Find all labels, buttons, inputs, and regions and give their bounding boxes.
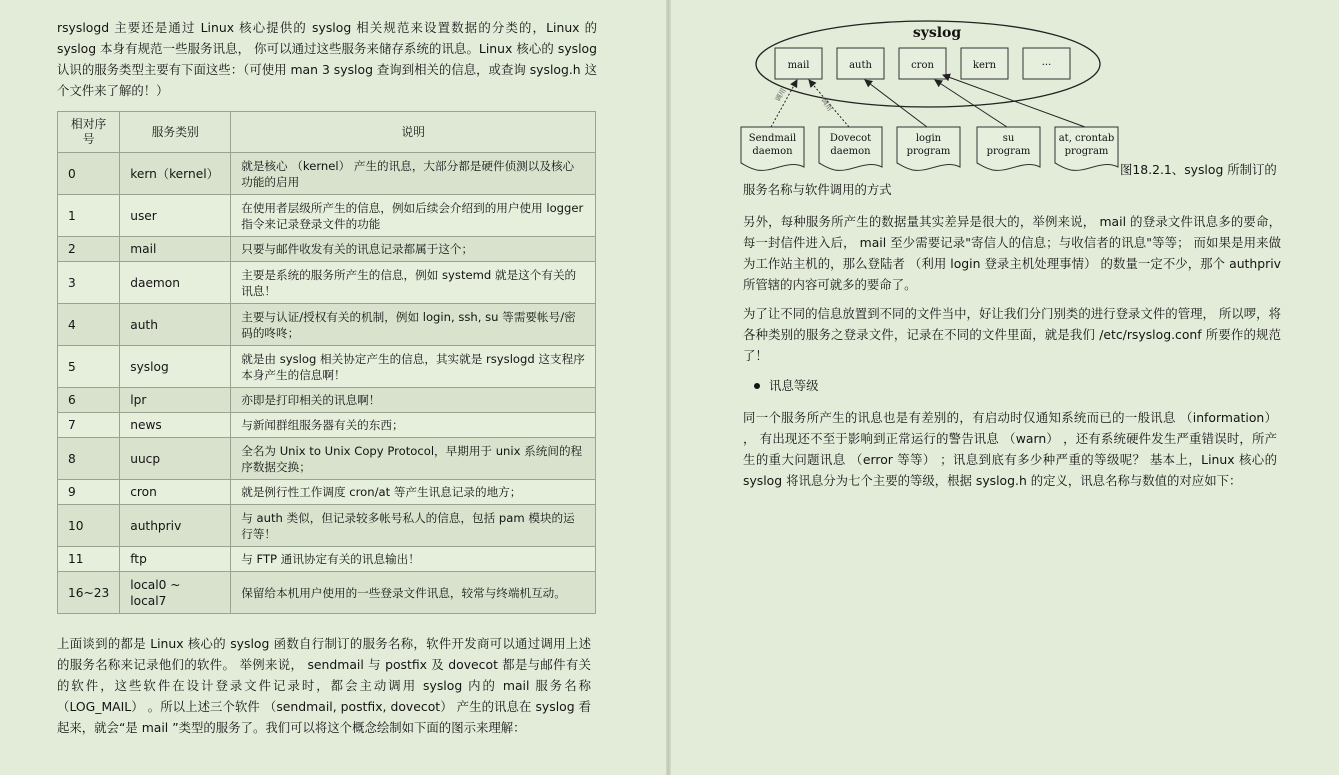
row-description: 与 FTP 通讯协定有关的讯息输出！ bbox=[231, 547, 596, 572]
facility-box bbox=[775, 48, 822, 79]
row-number: 11 bbox=[58, 547, 120, 572]
row-description: 与新闻群组服务器有关的东西； bbox=[231, 413, 596, 438]
outro-paragraph: 上面谈到的都是 Linux 核心的 syslog 函数自行制订的服务名称，软件开发商可以通过调用上述的服务名称来记录他们的软件。 举例来说， sendmail 与 postfix 及 dovecot 都是与邮件有关的软件，这些软件在设计登录文件记录时，都会主动调用 syslog 内的 mail 服务名称 （LOG_MAIL） 。所以上述三个软件 （sendmail, postfix, dovecot） 产生的讯息在 syslog 看起来，就会“是 mail ”类型的服务了。我们可以将这个概念绘制如下面的图示来理解： bbox=[57, 636, 591, 735]
table-row bbox=[58, 438, 596, 480]
program-document bbox=[897, 127, 960, 170]
row-service: syslog bbox=[120, 346, 231, 388]
table-row bbox=[58, 262, 596, 304]
row-number: 7 bbox=[58, 413, 120, 438]
row-number: 10 bbox=[58, 505, 120, 547]
arrows bbox=[771, 75, 1085, 127]
diagram-title: syslog bbox=[912, 25, 962, 41]
figure-caption-line2: 服务名称与软件调用的方式 bbox=[743, 182, 892, 197]
row-service: daemon bbox=[120, 262, 231, 304]
right-page bbox=[671, 0, 1339, 775]
program-label: program bbox=[986, 146, 1031, 157]
row-description: 亦即是打印相关的讯息啊！ bbox=[231, 388, 596, 413]
bullet-dot bbox=[754, 383, 760, 389]
paragraph-rsyslog-conf: 为了让不同的信息放置到不同的文件当中，好让我们分门别类的进行登录文件的管理， 所以啰，将各种类别的服务之登录文件，记录在不同的文件里面，就是我们 /etc/rsyslog.conf 所要作的规范了！ bbox=[743, 306, 1281, 363]
row-number: 16~23 bbox=[58, 572, 120, 614]
facility-box bbox=[899, 48, 946, 79]
row-service: auth bbox=[120, 304, 231, 346]
table-row bbox=[58, 413, 596, 438]
row-description: 就是例行性工作调度 cron/at 等产生讯息记录的地方； bbox=[231, 480, 596, 505]
program-label: Sendmail bbox=[748, 133, 797, 144]
facility-box bbox=[1023, 48, 1070, 79]
program-documents bbox=[741, 127, 1118, 170]
service-table-body bbox=[58, 153, 596, 614]
table-row bbox=[58, 304, 596, 346]
row-description: 就是由 syslog 相关协定产生的信息，其实就是 rsyslogd 这支程序本身产生的信息啊！ bbox=[231, 346, 596, 388]
program-document bbox=[977, 127, 1040, 170]
row-description: 保留给本机用户使用的一些登录文件讯息，较常与终端机互动。 bbox=[231, 572, 596, 614]
table-row bbox=[58, 153, 596, 195]
table-row bbox=[58, 505, 596, 547]
program-label: Dovecot bbox=[829, 133, 872, 144]
figure-caption-line1: 图18.2.1、syslog 所制订的 bbox=[1120, 162, 1277, 177]
facility-label: ··· bbox=[1041, 60, 1052, 71]
facility-box bbox=[961, 48, 1008, 79]
row-service: kern（kernel） bbox=[120, 153, 231, 195]
row-description: 在使用者层级所产生的信息，例如后续会介绍到的用户使用 logger 指令来记录登录文件的功能 bbox=[231, 195, 596, 237]
table-row bbox=[58, 195, 596, 237]
row-service: authpriv bbox=[120, 505, 231, 547]
program-document bbox=[819, 127, 882, 170]
row-number: 8 bbox=[58, 438, 120, 480]
table-row bbox=[58, 547, 596, 572]
service-type-table bbox=[57, 111, 596, 614]
table-row bbox=[58, 237, 596, 262]
header-service: 服务类别 bbox=[120, 112, 231, 153]
bullet-severity-levels: 讯息等级 bbox=[769, 378, 819, 393]
row-description: 全名为 Unix to Unix Copy Protocol，早期用于 unix 系统间的程序数据交换； bbox=[231, 438, 596, 480]
program-label: program bbox=[1064, 146, 1109, 157]
row-service: uucp bbox=[120, 438, 231, 480]
row-service: cron bbox=[120, 480, 231, 505]
intro-paragraph: rsyslogd 主要还是通过 Linux 核心提供的 syslog 相关规范来设置数据的分类的，Linux 的 syslog 本身有规范一些服务讯息， 你可以通过这些服务来储存系统的讯息。Linux 核心的 syslog 认识的服务类型主要有下面这些：（可使用 man 3 syslog 查询到相关的信息，或查询 syslog.h 这个文件来了解的！） bbox=[57, 20, 597, 98]
row-description: 就是核心 （kernel） 产生的讯息，大部分都是硬件侦测以及核心功能的启用 bbox=[231, 153, 596, 195]
facility-label: cron bbox=[911, 60, 934, 71]
row-service: local0 ~ local7 bbox=[120, 572, 231, 614]
paragraph-data-volume: 另外，每种服务所产生的数据量其实差异是很大的，举例来说， mail 的登录文件讯息多的要命， 每一封信件进入后， mail 至少需要记录"寄信人的信息；与收信者的讯息"等等； 而如果是用来做为工作站主机的，那么登陆者 （利用 login 登录主机处理事情） 的数量一定不少，那个 authpriv 所管辖的内容可就多的要命了。 bbox=[743, 214, 1281, 292]
row-service: mail bbox=[120, 237, 231, 262]
row-number: 2 bbox=[58, 237, 120, 262]
arrow-label: 调用 bbox=[773, 86, 788, 103]
facility-boxes bbox=[775, 48, 1070, 79]
facility-box bbox=[837, 48, 884, 79]
row-service: lpr bbox=[120, 388, 231, 413]
facility-label: mail bbox=[787, 60, 810, 71]
program-label: at, crontab bbox=[1058, 133, 1115, 144]
program-label: program bbox=[906, 146, 951, 157]
row-number: 5 bbox=[58, 346, 120, 388]
row-number: 6 bbox=[58, 388, 120, 413]
row-number: 1 bbox=[58, 195, 120, 237]
arrow-label: 调用 bbox=[819, 96, 834, 113]
facility-label: auth bbox=[849, 60, 872, 71]
call-arrow bbox=[865, 80, 927, 127]
table-row bbox=[58, 572, 596, 614]
call-arrow bbox=[943, 75, 1085, 127]
row-service: news bbox=[120, 413, 231, 438]
table-row bbox=[58, 388, 596, 413]
row-service: ftp bbox=[120, 547, 231, 572]
syslog-diagram bbox=[731, 14, 1131, 182]
row-number: 0 bbox=[58, 153, 120, 195]
facility-label: kern bbox=[972, 60, 997, 71]
paragraph-severity: 同一个服务所产生的讯息也是有差别的，有启动时仅通知系统而已的一般讯息 （information） ， 有出现还不至于影响到正常运行的警告讯息 （warn） ，还有系统硬件发生严重错误时，所产生的重大问题讯息 （error 等等） ；讯息到底有多少种严重的等级呢？ 基本上，Linux 核心的 syslog 将讯息分为七个主要的等级，根据 syslog.h 的定义，讯息名称与数值的对应如下： bbox=[743, 410, 1277, 488]
program-label: daemon bbox=[830, 146, 871, 157]
row-description: 主要与认证/授权有关的机制，例如 login, ssh, su 等需要帐号/密码的咚咚； bbox=[231, 304, 596, 346]
table-row bbox=[58, 346, 596, 388]
program-document bbox=[741, 127, 804, 170]
row-number: 3 bbox=[58, 262, 120, 304]
program-label: daemon bbox=[752, 146, 793, 157]
program-document bbox=[1055, 127, 1118, 170]
row-description: 主要是系统的服务所产生的信息，例如 systemd 就是这个有关的讯息！ bbox=[231, 262, 596, 304]
program-label: su bbox=[1002, 133, 1015, 144]
row-service: user bbox=[120, 195, 231, 237]
row-description: 只要与邮件收发有关的讯息记录都属于这个； bbox=[231, 237, 596, 262]
program-label: login bbox=[915, 133, 942, 144]
left-page bbox=[0, 0, 666, 775]
row-number: 4 bbox=[58, 304, 120, 346]
row-number: 9 bbox=[58, 480, 120, 505]
header-number: 相对序号 bbox=[58, 112, 120, 153]
row-description: 与 auth 类似，但记录较多帐号私人的信息，包括 pam 模块的运行等！ bbox=[231, 505, 596, 547]
header-description: 说明 bbox=[231, 112, 596, 153]
table-row bbox=[58, 480, 596, 505]
